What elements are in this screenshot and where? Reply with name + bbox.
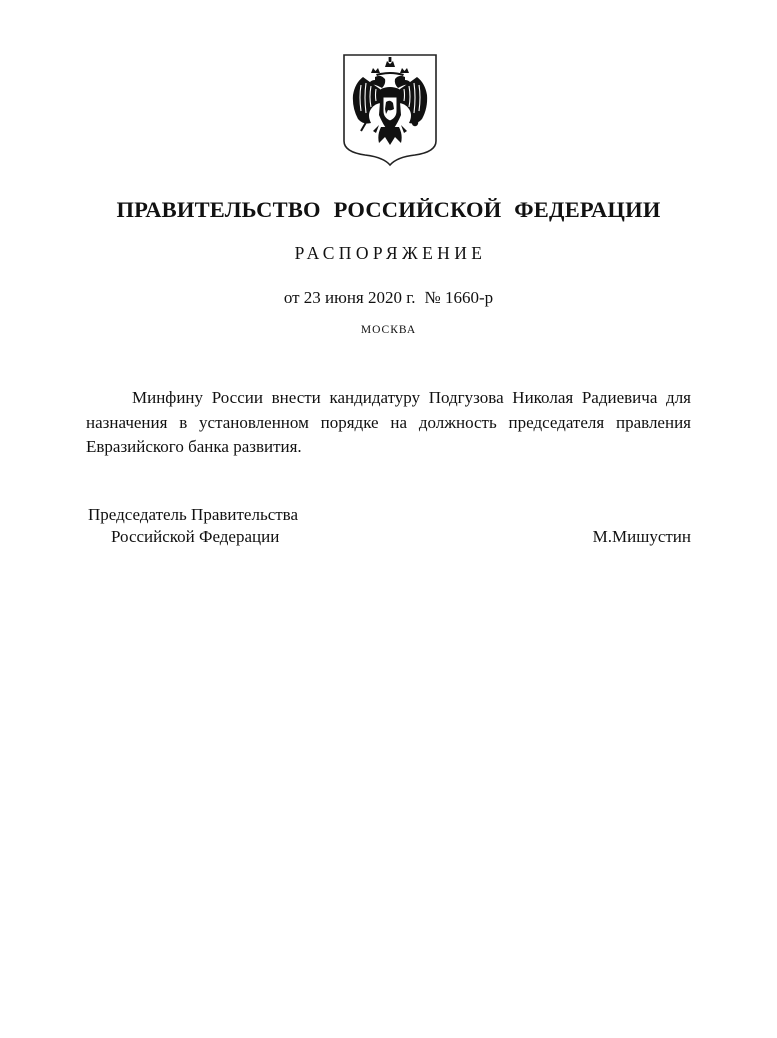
document-date-line xyxy=(0,288,777,308)
document-number: № 1660-р xyxy=(424,288,494,307)
document-city: МОСКВА xyxy=(360,324,417,336)
russian-coat-of-arms-icon xyxy=(341,53,439,167)
document-date: от 23 июня 2020 г. xyxy=(283,288,416,307)
signatory-name: М.Мишустин xyxy=(592,527,691,546)
government-title: ПРАВИТЕЛЬСТВО РОССИЙСКОЙ ФЕДЕРАЦИИ xyxy=(116,197,661,222)
order-body-text: Минфину России внести кандидатуру Подгузова Николая Радиевича для назначения в установленном порядке на должность председателя правления Евразийского банка развития. xyxy=(86,388,691,456)
signatory-position-line1: Председатель Правительства xyxy=(88,505,299,524)
signatory-position xyxy=(88,504,298,547)
signatory-position-line2: Российской Федерации xyxy=(111,526,280,546)
document-type: РАСПОРЯЖЕНИЕ xyxy=(294,243,487,263)
